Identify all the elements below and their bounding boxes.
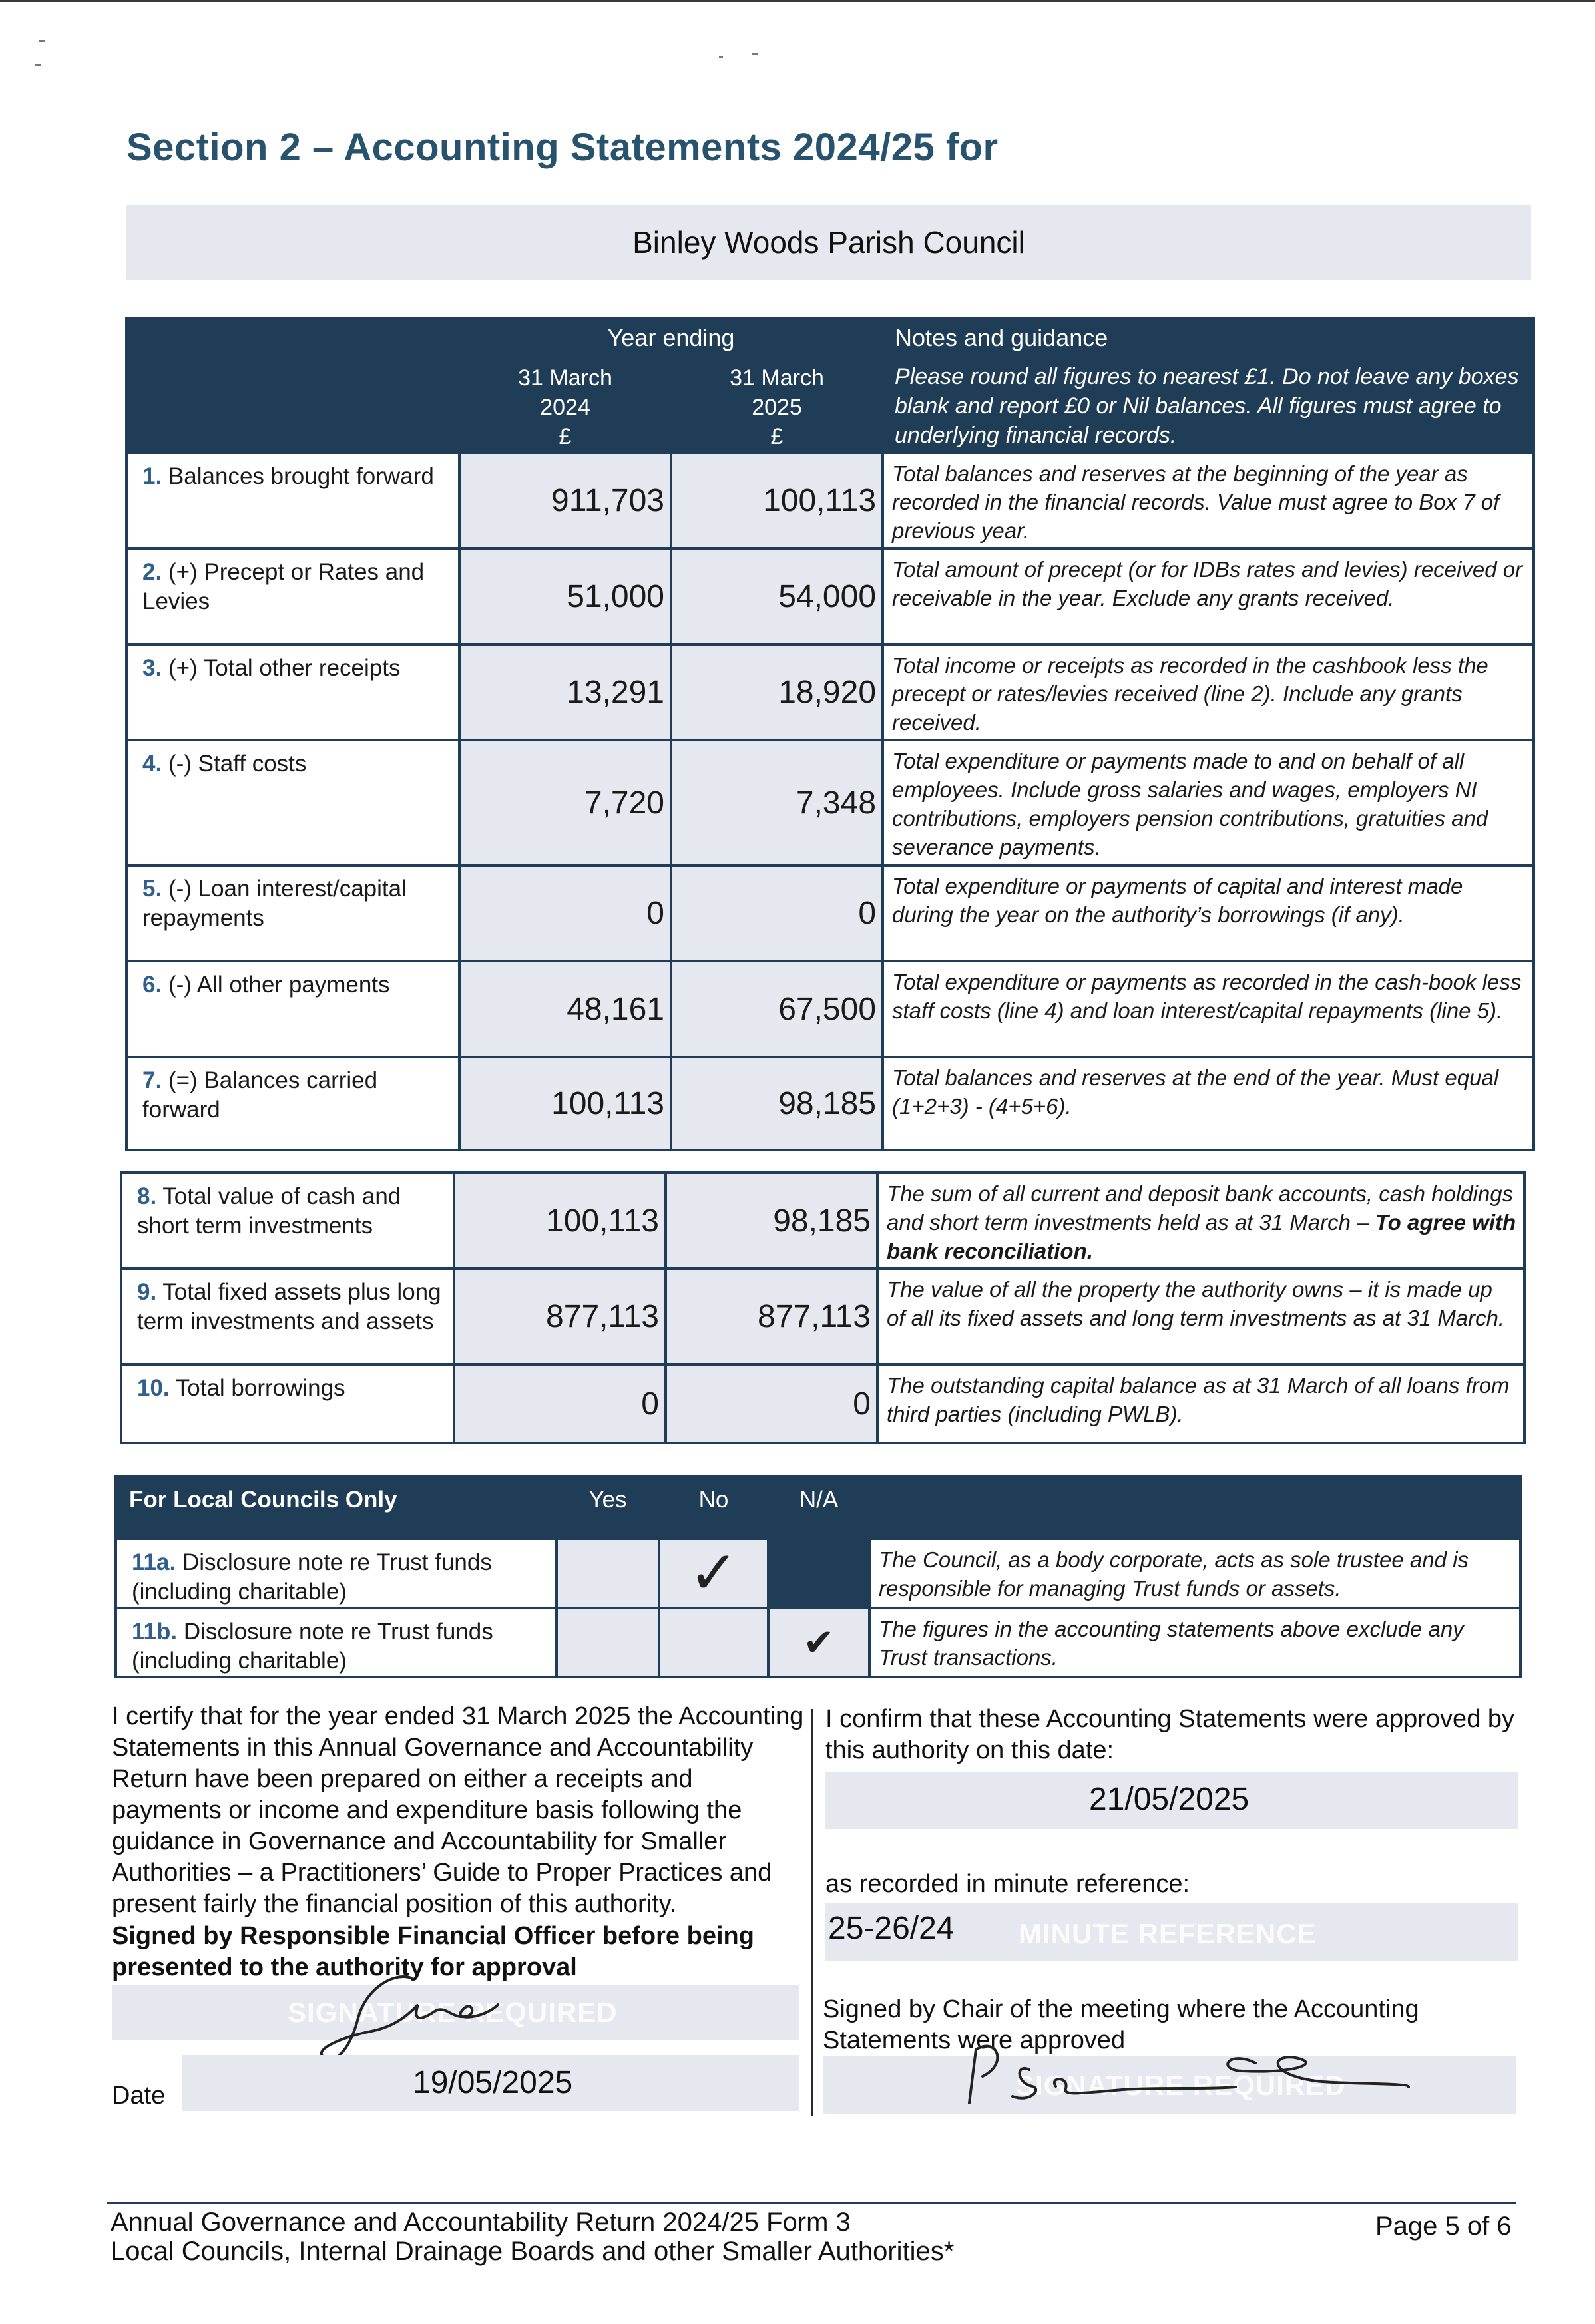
table-row: 2. (+) Precept or Rates and Levies 51,000 54,000 Total amount of precept (or for IDBs rates and levies) received or receivable in the year. Exclude any grants received. [126,548,1534,644]
page-number: Page 5 of 6 [1375,2212,1512,2241]
minute-placeholder: MINUTE REFERENCE [1019,1918,1317,1949]
section-title: Section 2 – Accounting Statements 2024/25 for [126,126,999,169]
check-icon: ✔ [803,1621,835,1663]
approval-date-value: 21/05/2025 [1089,1782,1250,1817]
column-divider [811,1709,813,2116]
value-2024[interactable]: 877,113 [454,1268,666,1364]
no-header: No [698,1487,729,1513]
value-2025[interactable]: 18,920 [671,644,883,740]
value-2025[interactable]: 7,348 [671,740,883,865]
rfo-signature-field[interactable] [112,1985,799,2040]
na-checkbox-11b[interactable] [768,1608,869,1677]
value-2025[interactable]: 0 [671,865,883,961]
minute-reference-field[interactable] [825,1903,1518,1961]
authority-name: Binley Woods Parish Council [632,225,1025,260]
value-2024[interactable]: 911,703 [459,453,671,548]
balances-table [120,1171,1526,1444]
rfo-signed-by: Signed by Responsible Financial Officer before being presented to the authority for approval [112,1922,754,1981]
no-checkbox-11b[interactable] [659,1608,768,1677]
year-ending-header: Year ending [459,318,883,358]
table-row: 7. (=) Balances carried forward 100,113 98,185 Total balances and reserves at the end of the year. Must equal (1+2+3) - (4+5+6). [126,1057,1534,1150]
value-2024[interactable]: 13,291 [459,644,671,740]
yes-checkbox-11a[interactable] [557,1539,659,1608]
value-2025[interactable]: 100,113 [671,453,883,548]
table-row: 6. (-) All other payments 48,161 67,500 Total expenditure or payments as recorded in the cash-book less staff costs (line 4) and loan interest/capital repayments (line 5). [126,961,1534,1057]
accounting-statements-table [125,317,1535,1151]
chair-signature-field[interactable] [823,2056,1516,2114]
no-checkbox-11a[interactable] [659,1539,768,1608]
col-2024-header: 31 March 2024 £ [459,358,671,453]
value-2025[interactable]: 877,113 [666,1268,877,1364]
value-2025[interactable]: 98,185 [666,1173,877,1268]
table-row: 3. (+) Total other receipts 13,291 18,920 Total income or receipts as recorded in the cashbook less the precept or rates/levies received (line 2). Include any grants received. [126,644,1534,740]
value-2024[interactable]: 0 [459,865,671,961]
table-row: 5. (-) Loan interest/capital repayments 0 0 Total expenditure or payments of capital and interest made during the year on the authority’s borrowings (if any). [126,865,1534,961]
value-2024[interactable]: 51,000 [459,548,671,644]
date-label: Date [112,2082,166,2110]
confirm-text: I confirm that these Accounting Statements were approved by this authority on this date: [825,1705,1515,1764]
yes-checkbox-11b[interactable] [557,1608,659,1677]
minute-reference-value: 25-26/24 [828,1911,955,1946]
scan-speck [39,40,45,42]
top-edge-line [0,0,1595,2]
scan-speck [752,53,758,55]
local-councils-table [114,1475,1522,1678]
certify-text: I certify that for the year ended 31 March 2025 the Accounting Statements in this Annual Governance and Accountability Return have been prepared on either a receipts and payments or income and expenditure basis following the guidance in Governance and Accountability for Smaller Authorities – a Practitioners’ Guide to Proper Practices and present fairly the financial position of this authority. [112,1702,804,1918]
value-2025[interactable]: 0 [666,1364,877,1443]
value-2024[interactable]: 0 [454,1364,666,1443]
table-row: 8. Total value of cash and short term investments 100,113 98,185 The sum of all current and deposit bank accounts, cash holdings and short term investments held as at 31 March – To agree with bank reconciliation. [121,1173,1524,1268]
value-2024[interactable]: 100,113 [454,1173,666,1268]
scan-speck [35,64,41,66]
authority-name-field[interactable] [126,205,1531,280]
footer-line-2: Local Councils, Internal Drainage Boards and other Smaller Authorities* [111,2237,955,2266]
value-2025[interactable]: 54,000 [671,548,883,644]
local-councils-header-blank [869,1476,1520,1539]
footer-rule [107,2202,1516,2204]
header-blank [126,318,459,453]
check-icon: ✓ [688,1540,739,1607]
col-2025-header: 31 March 2025 £ [671,358,883,453]
table-row: 9. Total fixed assets plus long term investments and assets 877,113 877,113 The value of all the property the authority owns – it is made up of all its fixed assets and long term investments as at 31 March. [121,1268,1524,1364]
rfo-date-value: 19/05/2025 [413,2065,573,2100]
signature-placeholder: SIGNATURE REQUIRED [1016,2070,1346,2101]
footer-line-1: Annual Governance and Accountability Return 2024/25 Form 3 [111,2208,851,2237]
guidance-header: Please round all figures to nearest £1. Do not leave any boxes blank and report £0 or Nil balances. All figures must agree to underlying financial records. [883,358,1534,453]
na-checkbox-11a [768,1539,869,1608]
table-row: 4. (-) Staff costs 7,720 7,348 Total expenditure or payments made to and on behalf of all employees. Include gross salaries and wages, employers NI contributions, employers pension contributions, gratuities and severance payments. [126,740,1534,865]
minute-label: as recorded in minute reference: [825,1870,1190,1898]
value-2025[interactable]: 67,500 [671,961,883,1057]
approval-date-field[interactable] [825,1772,1518,1829]
chair-signature-icon [949,2023,1415,2123]
table-row: 1. Balances brought forward 911,703 100,113 Total balances and reserves at the beginning of the year as recorded in the financial records. Value must agree to Box 7 of previous year. [126,453,1534,548]
table-row: 11a. Disclosure note re Trust funds (including charitable) ✓ The Council, as a body corporate, acts as sole trustee and is responsible for managing Trust funds or assets. [116,1539,1520,1608]
na-header: N/A [799,1487,839,1513]
value-2024[interactable]: 100,113 [459,1057,671,1150]
table-row: 11b. Disclosure note re Trust funds (including charitable) ✔ The figures in the accounting statements above exclude any Trust transactions. [116,1608,1520,1677]
table-row: 10. Total borrowings 0 0 The outstanding capital balance as at 31 March of all loans from third parties (including PWLB). [121,1364,1524,1443]
value-2024[interactable]: 7,720 [459,740,671,865]
chair-signed-by: Signed by Chair of the meeting where the Accounting Statements were approved [823,1995,1419,2054]
rfo-date-field[interactable] [182,2055,799,2111]
yes-header: Yes [588,1487,627,1513]
local-councils-title: For Local Councils Only [129,1487,397,1513]
value-2025[interactable]: 98,185 [671,1057,883,1150]
scan-speck [719,56,723,58]
value-2024[interactable]: 48,161 [459,961,671,1057]
notes-header: Notes and guidance [883,318,1534,358]
signature-placeholder: SIGNATURE REQUIRED [288,1997,618,2028]
bank-reconciliation-note: To agree with bank reconciliation. [887,1210,1516,1263]
